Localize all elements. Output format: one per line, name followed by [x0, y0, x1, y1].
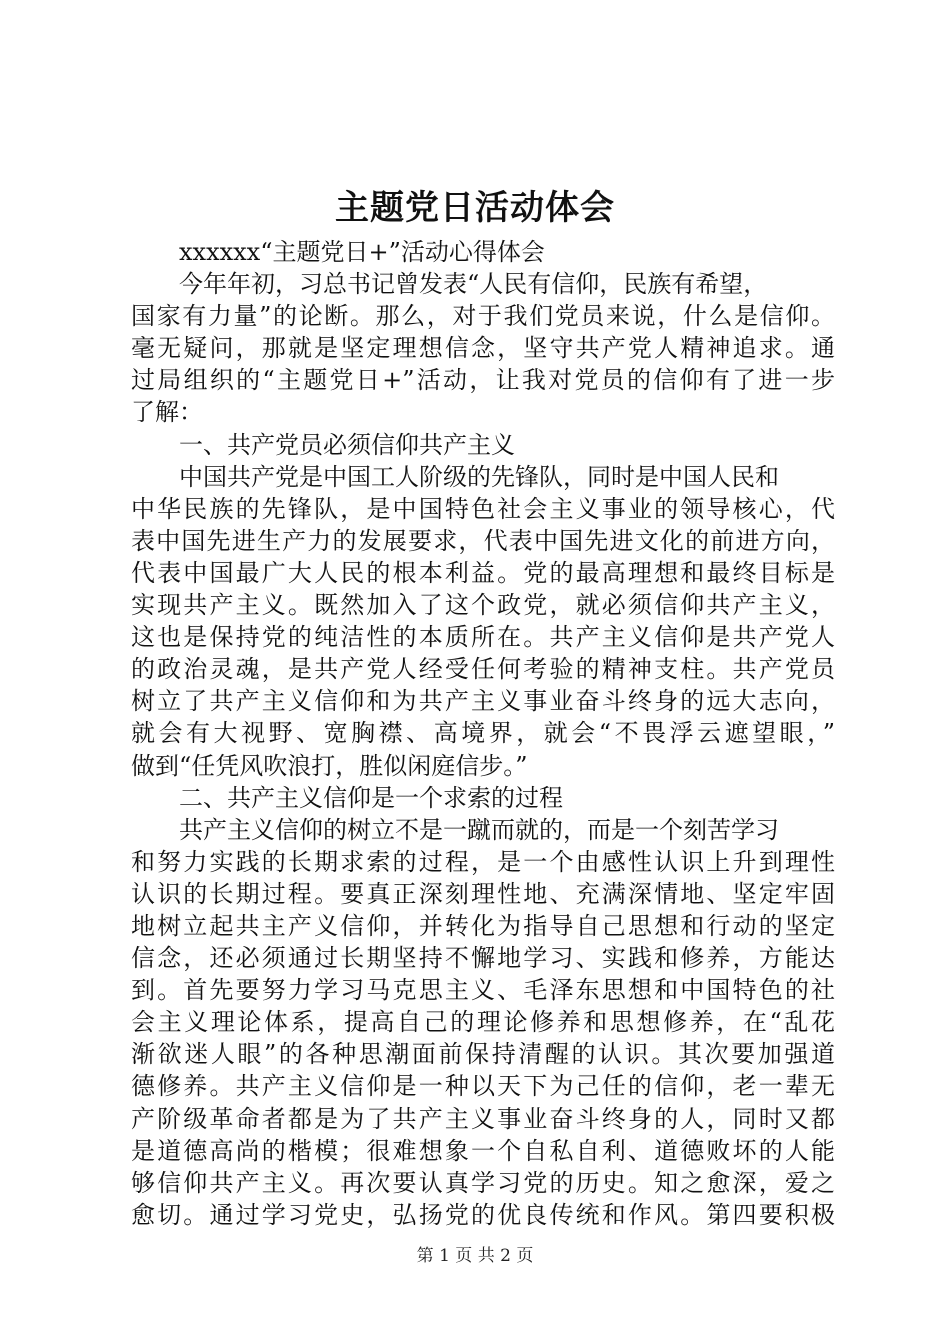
- text-line: 了解：: [131, 398, 203, 427]
- text-line: 愈切。通过学习党史，弘扬党的优良传统和作风。第四要积极: [131, 1200, 835, 1229]
- text-line: 共产主义信仰的树立不是一蹴而就的，而是一个刻苦学习: [179, 815, 779, 844]
- text-line: 就会有大视野、宽胸襟、高境界，就会“不畏浮云遮望眼，”: [131, 719, 835, 748]
- text-line: 今年年初，习总书记曾发表“人民有信仰，民族有希望，: [179, 270, 768, 299]
- text-line: 地树立起共主产义信仰，并转化为指导自己思想和行动的坚定: [131, 911, 835, 940]
- text-line: 渐欲迷人眼”的各种思潮面前保持清醒的认识。其次要加强道: [131, 1040, 835, 1069]
- text-line: 实现共产主义。既然加入了这个政党，就必须信仰共产主义，: [131, 591, 835, 620]
- text-line: 代表中国最广大人民的根本利益。党的最高理想和最终目标是: [131, 558, 835, 587]
- text-line: 够信仰共产主义。再次要认真学习党的历史。知之愈深，爱之: [131, 1168, 835, 1197]
- text-line: 中华民族的先锋队，是中国特色社会主义事业的领导核心，代: [131, 494, 835, 523]
- text-line: 表中国先进生产力的发展要求，代表中国先进文化的前进方向，: [131, 526, 835, 555]
- text-line: 信念，还必须通过长期坚持不懈地学习、实践和修养，方能达: [131, 944, 835, 973]
- text-line: 二、共产主义信仰是一个求索的过程: [179, 783, 563, 812]
- text-line: 毫无疑问，那就是坚定理想信念，坚守共产党人精神追求。通: [131, 334, 835, 363]
- text-line: xxxxxx“主题党日+”活动心得体会: [179, 238, 545, 266]
- text-line: 会主义理论体系，提高自己的理论修养和思想修养，在“乱花: [131, 1008, 835, 1037]
- page-footer: 第 1 页 共 2 页: [416, 1246, 534, 1266]
- text-line: 德修养。共产主义信仰是一种以天下为己任的信仰，老一辈无: [131, 1072, 835, 1101]
- text-line: 中国共产党是中国工人阶级的先锋队，同时是中国人民和: [179, 462, 779, 491]
- document-body: [131, 236, 835, 1231]
- document-title: 主题党日活动体会: [335, 188, 615, 228]
- text-line: 树立了共产主义信仰和为共产主义事业奋斗终身的远大志向，: [131, 687, 835, 716]
- text-line: 的政治灵魂，是共产党人经受任何考验的精神支柱。共产党员: [131, 655, 835, 684]
- text-line: 做到“任凭风吹浪打，胜似闲庭信步。”: [131, 751, 528, 780]
- text-line: 和努力实践的长期求索的过程，是一个由感性认识上升到理性: [131, 847, 835, 876]
- text-line: 这也是保持党的纯洁性的本质所在。共产主义信仰是共产党人: [131, 623, 835, 652]
- text-line: 过局组织的“主题党日+”活动，让我对党员的信仰有了进一步: [131, 366, 835, 395]
- text-line: 国家有力量”的论断。那么，对于我们党员来说，什么是信仰。: [131, 302, 835, 331]
- text-line: 一、共产党员必须信仰共产主义: [179, 430, 515, 459]
- text-line: 到。首先要努力学习马克思主义、毛泽东思想和中国特色的社: [131, 976, 835, 1005]
- text-line: 认识的长期过程。要真正深刻理性地、充满深情地、坚定牢固: [131, 879, 835, 908]
- text-line: 产阶级革命者都是为了共产主义事业奋斗终身的人，同时又都: [131, 1104, 835, 1133]
- text-line: 是道德高尚的楷模；很难想象一个自私自利、道德败坏的人能: [131, 1136, 835, 1165]
